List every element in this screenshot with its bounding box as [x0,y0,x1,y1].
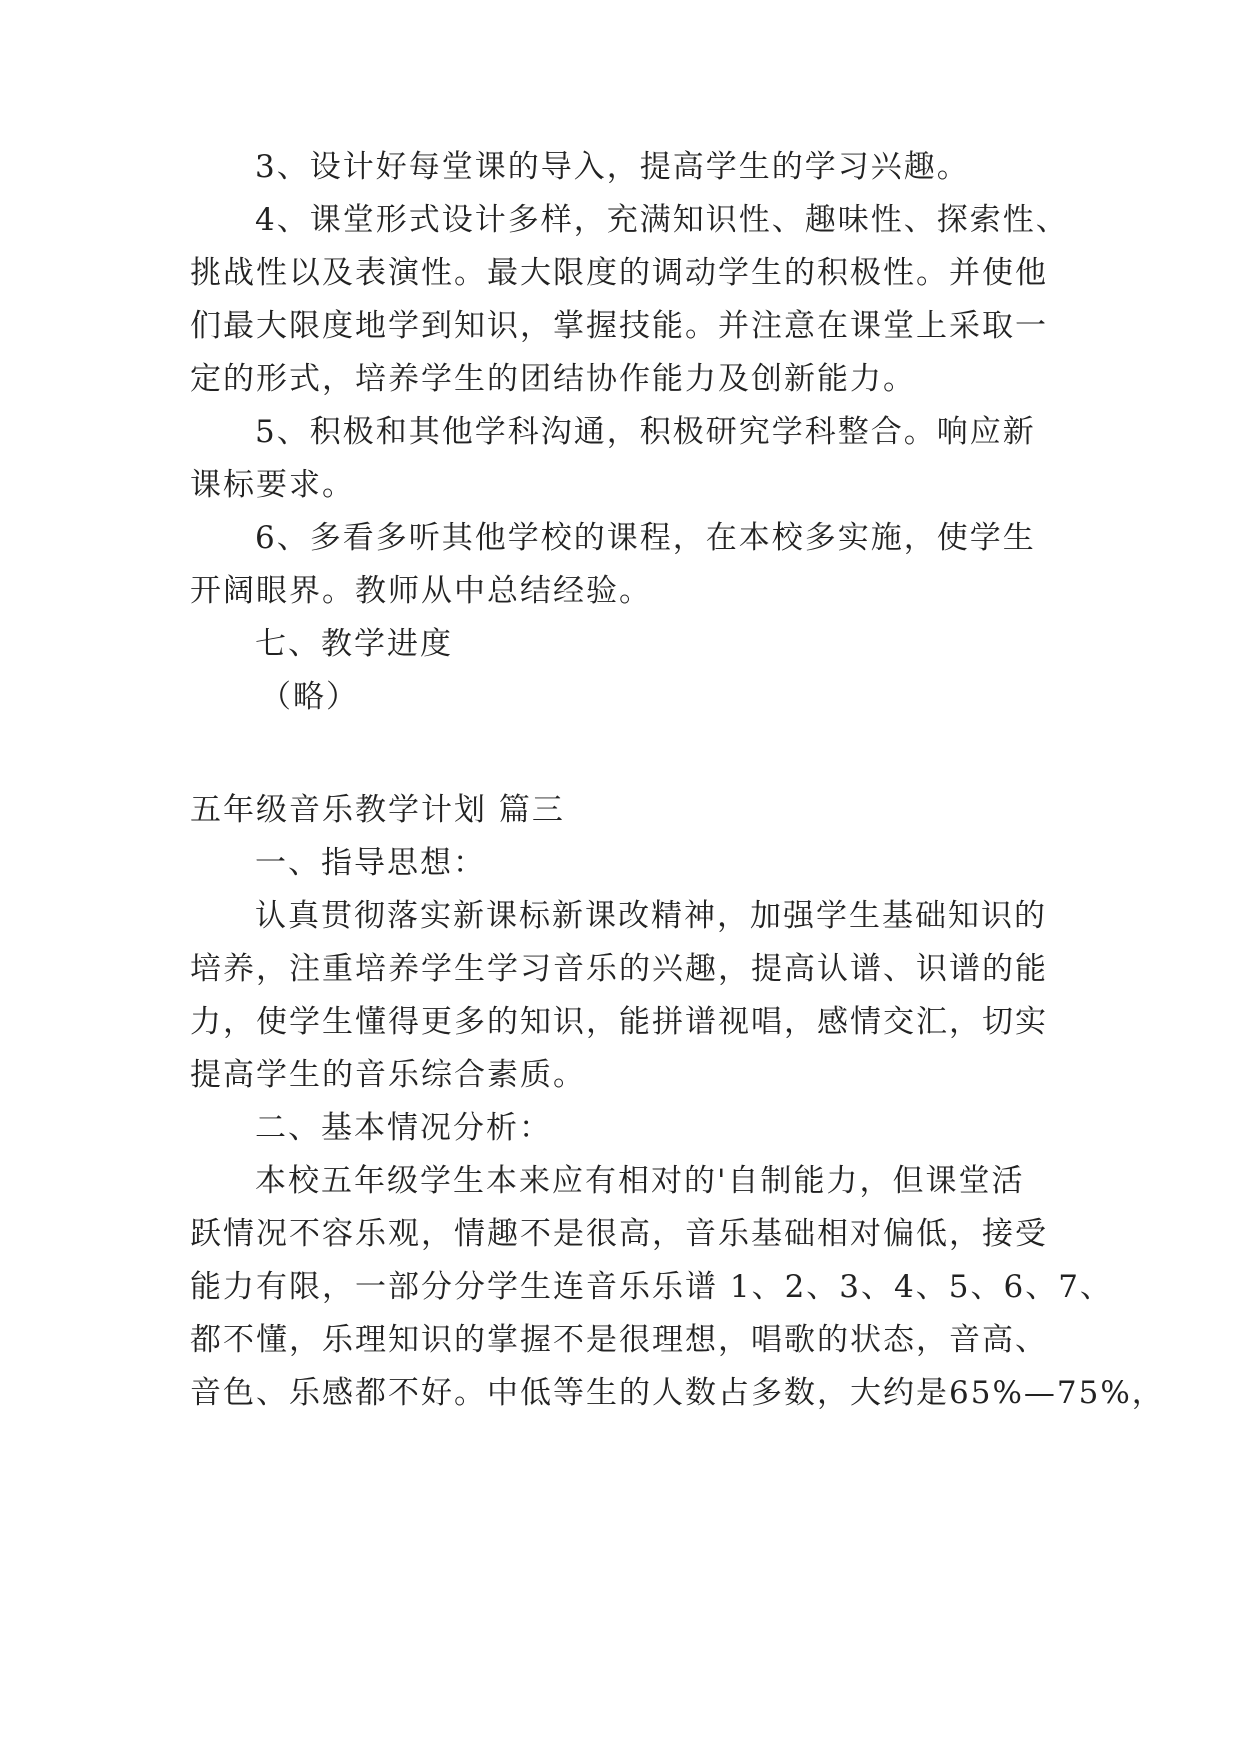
section-heading: 一、指导思想： [255,845,486,881]
text-line: 认真贯彻落实新课标新课改精神，加强学生基础知识的 [255,898,1047,934]
text-line: 都不懂，乐理知识的掌握不是很理想，唱歌的状态，音高、 [190,1322,1048,1358]
text-line: 5、积极和其他学科沟通，积极研究学科整合。响应新 [255,414,1036,450]
text-line: 能力有限，一部分分学生连音乐乐谱 1、2、3、4、5、6、7、 [190,1269,1113,1305]
text-line: （略） [260,679,359,715]
text-line: 跃情况不容乐观，情趣不是很高，音乐基础相对偏低，接受 [190,1216,1048,1252]
text-line: 6、多看多听其他学校的课程，在本校多实施，使学生 [255,520,1036,556]
text-line: 课标要求。 [190,467,355,503]
text-line: 4、课堂形式设计多样，充满知识性、趣味性、探索性、 [255,202,1069,238]
text-line: 提高学生的音乐综合素质。 [190,1057,586,1093]
text-line: 培养，注重培养学生学习音乐的兴趣，提高认谱、识谱的能 [190,951,1048,987]
text-line: 本校五年级学生本来应有相对的'自制能力，但课堂活 [255,1163,1025,1199]
section-heading: 七、教学进度 [255,626,453,662]
article-title: 五年级音乐教学计划 篇三 [190,792,565,828]
section-heading: 二、基本情况分析： [255,1110,552,1146]
text-line: 定的形式，培养学生的团结协作能力及创新能力。 [190,361,916,397]
text-line: 音色、乐感都不好。中低等生的人数占多数，大约是65%—75%， [190,1375,1165,1411]
text-line: 力，使学生懂得更多的知识，能拼谱视唱，感情交汇，切实 [190,1004,1048,1040]
text-line: 们最大限度地学到知识，掌握技能。并注意在课堂上采取一 [190,308,1048,344]
text-line: 挑战性以及表演性。最大限度的调动学生的积极性。并使他 [190,255,1048,291]
text-line: 3、设计好每堂课的导入，提高学生的学习兴趣。 [255,149,970,185]
text-line: 开阔眼界。教师从中总结经验。 [190,573,652,609]
